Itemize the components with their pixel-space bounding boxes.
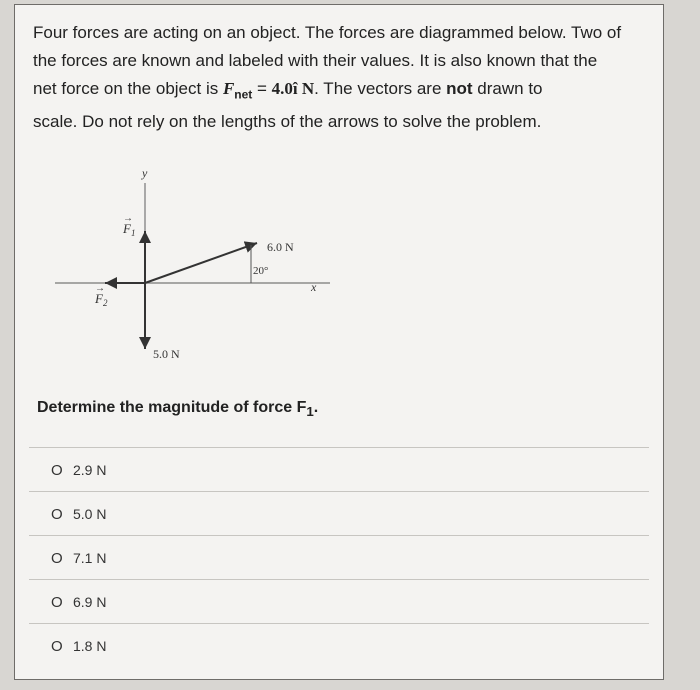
f2-label: $F_2$ bbox=[95, 291, 108, 308]
question-line-3 bbox=[33, 75, 653, 108]
f1-label: $F_1$ bbox=[123, 221, 136, 238]
prompt-text bbox=[37, 399, 318, 419]
prompt-end: . bbox=[313, 399, 319, 416]
x-axis-label: x bbox=[311, 280, 317, 294]
answer-label: 5.0 N bbox=[73, 506, 107, 522]
answer-label: 7.1 N bbox=[73, 550, 107, 566]
answer-label: 1.8 N bbox=[73, 638, 107, 654]
question-line-2: the forces are known and labeled with their values. It is also known that the bbox=[33, 51, 598, 70]
fnet-value: 4.0î N bbox=[271, 79, 315, 98]
force-diagram bbox=[45, 163, 345, 373]
prompt-sub: 1 bbox=[306, 404, 314, 420]
radio-icon[interactable]: O bbox=[51, 550, 63, 567]
radio-icon[interactable]: O bbox=[51, 638, 63, 655]
answer-option-3[interactable] bbox=[29, 535, 649, 578]
radio-icon[interactable]: O bbox=[51, 594, 63, 611]
prompt-main: Determine the magnitude of force F bbox=[37, 399, 307, 416]
question-line-3-start: net force on the object is bbox=[33, 79, 223, 98]
question-text bbox=[33, 19, 653, 136]
angled-force-label: 6.0 N bbox=[267, 240, 294, 254]
answer-option-2[interactable] bbox=[29, 491, 649, 534]
f1-vector-arrow: → bbox=[123, 213, 133, 224]
radio-icon[interactable]: O bbox=[51, 506, 63, 523]
question-line-4: scale. Do not rely on the lengths of the arrows to solve the problem. bbox=[33, 112, 542, 132]
question-line-1: Four forces are acting on an object. The forces are diagrammed below. Two of bbox=[33, 23, 622, 42]
f2-vector-arrow: → bbox=[95, 283, 105, 294]
not-emphasis: not bbox=[446, 79, 473, 98]
answer-option-5[interactable] bbox=[29, 623, 649, 666]
question-line-3-end: drawn to bbox=[472, 79, 543, 98]
angle-label: 20° bbox=[253, 265, 269, 277]
answer-option-1[interactable] bbox=[29, 447, 649, 490]
question-line-3-mid: . The vectors are bbox=[314, 79, 447, 98]
question-card bbox=[14, 4, 664, 680]
answer-option-4[interactable] bbox=[29, 579, 649, 622]
fnet-symbol: $F_{net}$ bbox=[222, 79, 253, 102]
angled-force-arrow bbox=[145, 243, 257, 283]
equals-sign: = bbox=[252, 79, 272, 98]
y-axis-label: y bbox=[142, 166, 148, 180]
answer-label: 2.9 N bbox=[73, 462, 107, 478]
down-force-label: 5.0 N bbox=[153, 347, 180, 361]
radio-icon[interactable]: O bbox=[51, 462, 63, 479]
answer-label: 6.9 N bbox=[73, 594, 107, 610]
